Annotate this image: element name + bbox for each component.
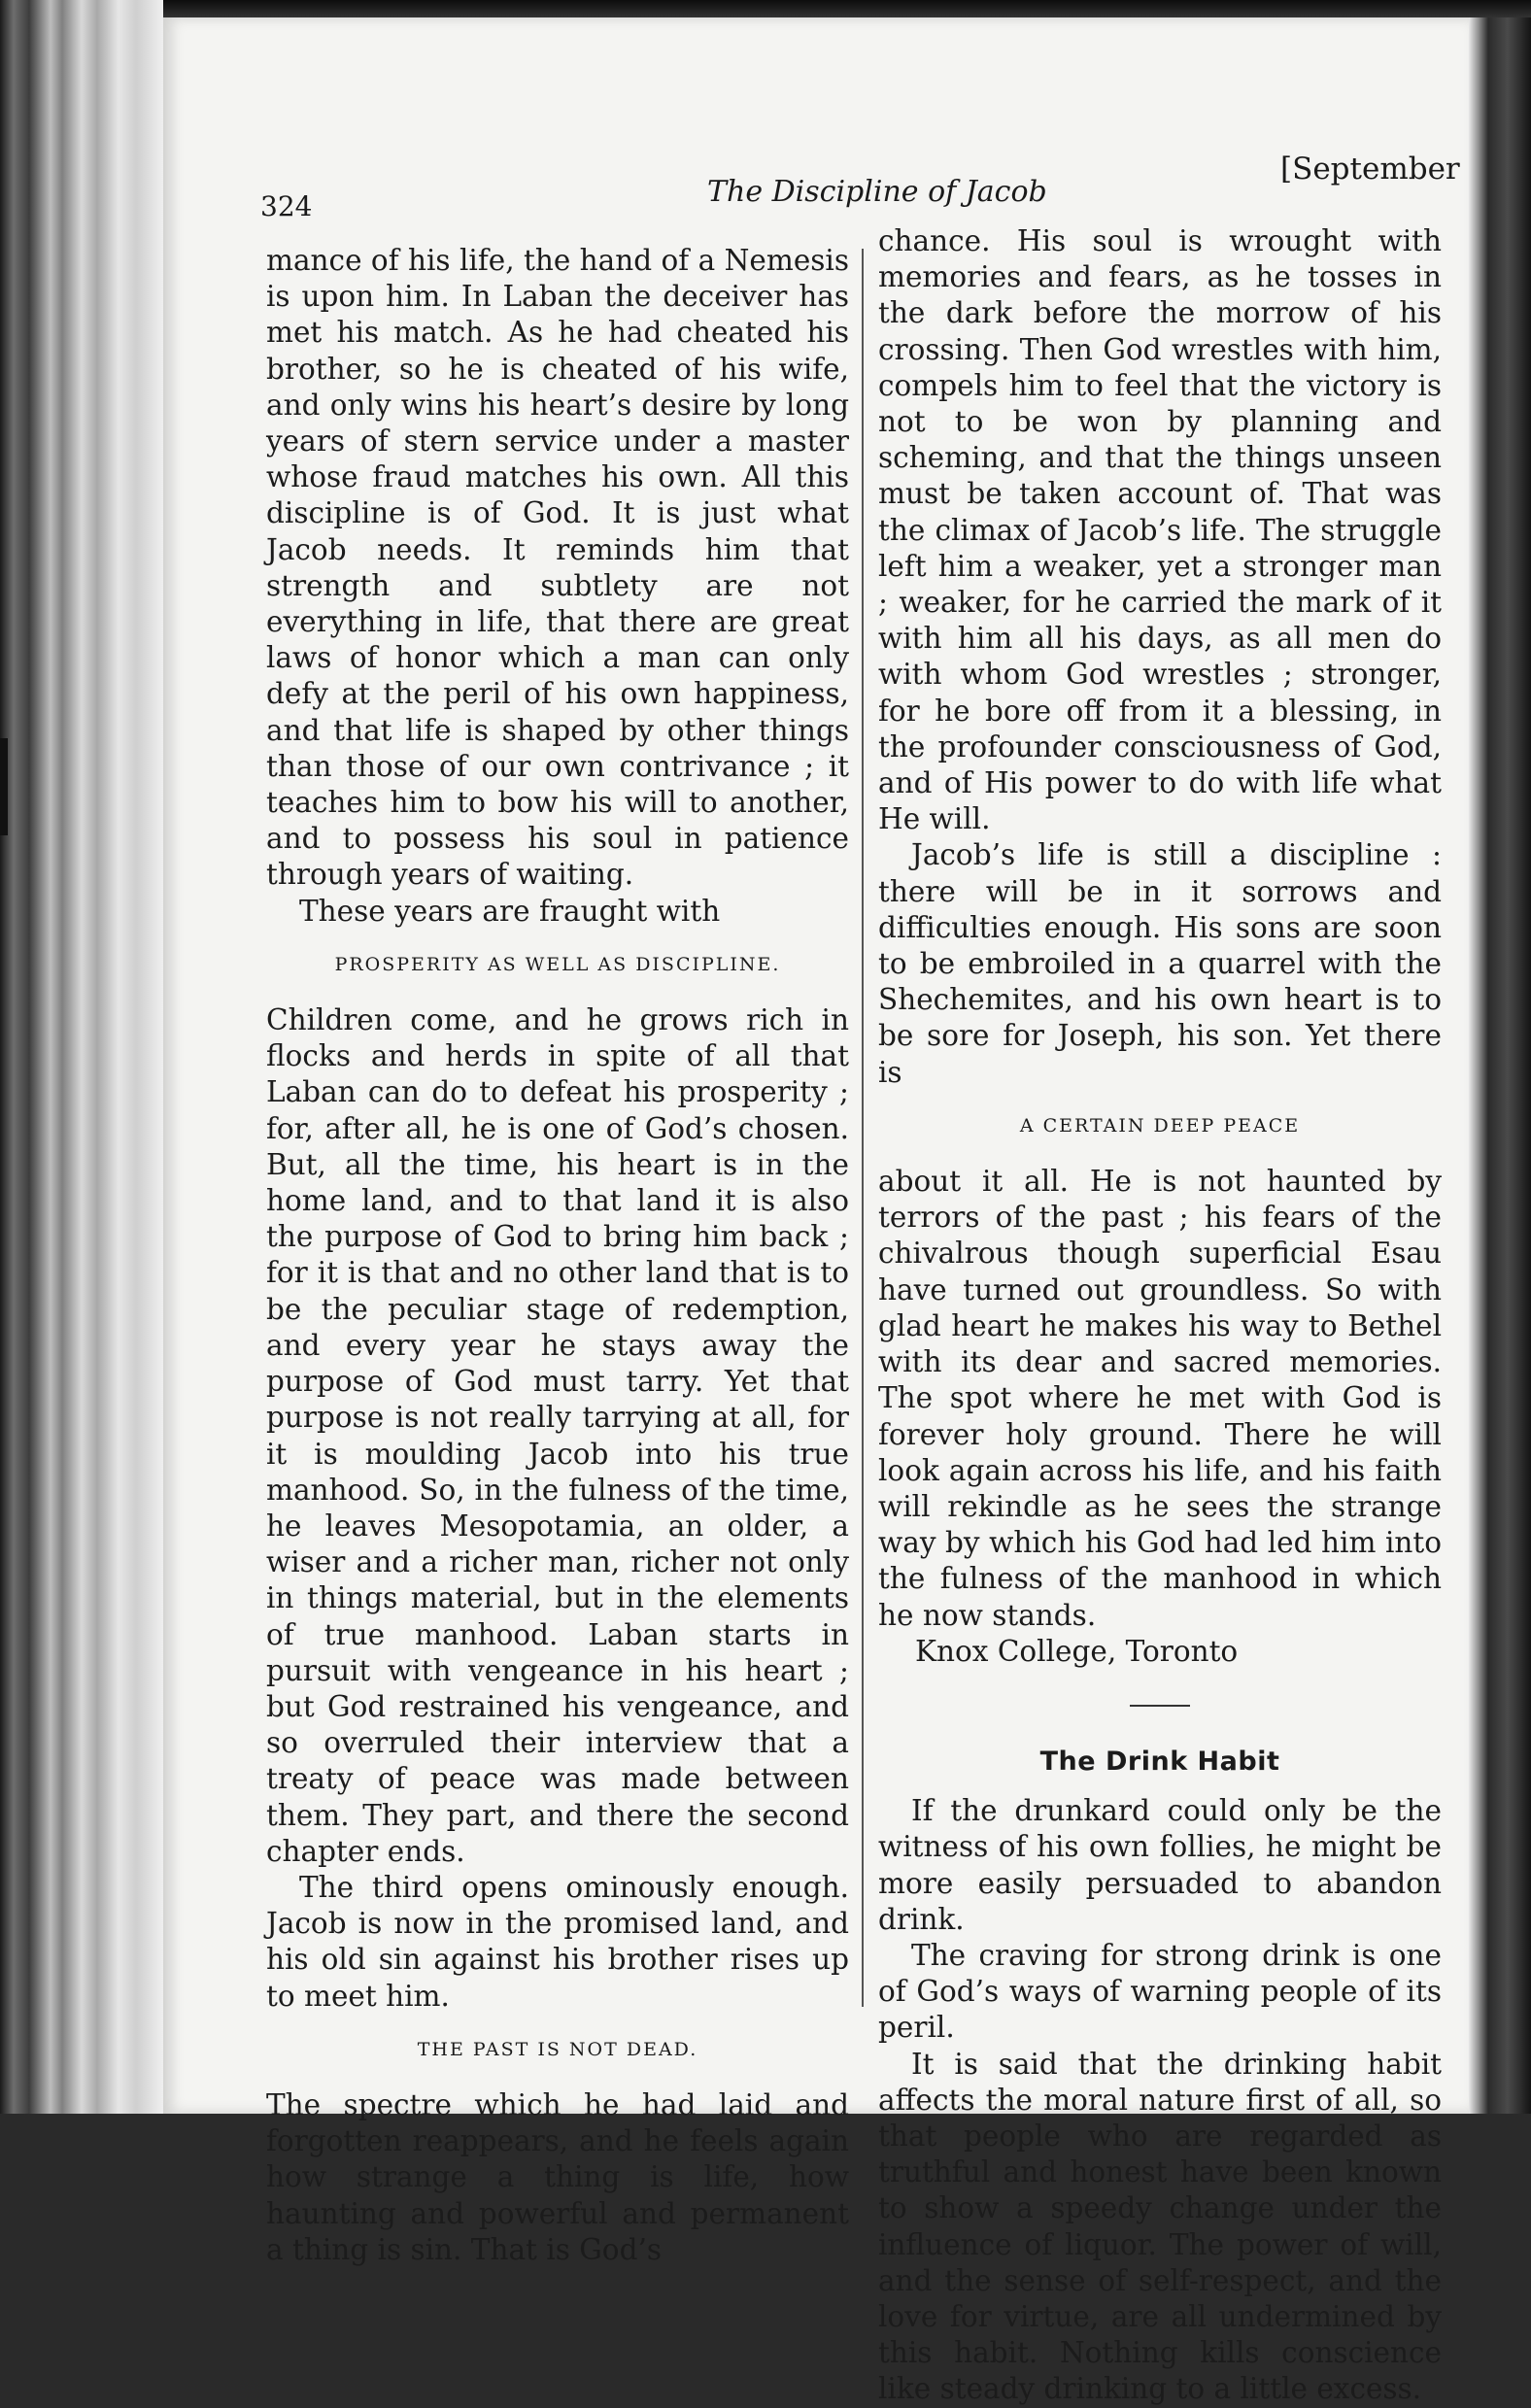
running-title: The Discipline of Jacob (707, 175, 1047, 209)
page-header (163, 17, 1469, 231)
author-signature: Knox College, Toronto (915, 1634, 1239, 1668)
paragraph: The spectre which he had laid and forgotten reappears, and he feels again how strange a thing is life, how haunting and powerful and permanent a thing is sin. That is God’s (266, 2087, 849, 2266)
binding-mark (0, 738, 8, 835)
section-subheading: PROSPERITY AS WELL AS DISCIPLINE. (334, 953, 781, 975)
book-page-edges-left (0, 0, 163, 2114)
paragraph: It is said that the drinking habit affects the moral nature first of all, so that people who are regarded as truthful and honest have been known to show a speedy change under the influence of liquor. The power of will, and the sense of self-respect, and the love for virtue, are all undermined by this habit. Nothing kills conscience like steady drinking to a little excess. (878, 2047, 1442, 2406)
paragraph: The craving for strong drink is one of God’s ways of warning people of its peril. (878, 1938, 1442, 2045)
book-page (163, 17, 1469, 2406)
paragraph: These years are fraught with (299, 894, 721, 928)
article-title: The Drink Habit (1039, 1746, 1280, 1777)
section-rule (1130, 1705, 1190, 1707)
paragraph: Jacob’s life is still a discipline : there will be in it sorrows and difficulties enough. His sons are soon to be embroiled in a quarrel with the Shechemites, and his own heart is to be sore for Joseph, his son. Yet there is (878, 838, 1442, 1089)
left-column (266, 243, 849, 2268)
right-column (878, 223, 1442, 2408)
paragraph: chance. His soul is wrought with memories and fears, as he tosses in the dark before the morrow of his crossing. Then God wrestles with him, compels him to feel that the victory is not to be won by planning and scheming, and that the things unseen must be taken account of. That was the climax of Jacob’s life. The struggle left him a weaker, yet a stronger man ; weaker, for he carried the mark of it with him all his days, as all men do with whom God wrestles ; stronger, for he bore off from it a blessing, in the profounder consciousness of God, and of His power to do with life what He will. (878, 224, 1442, 836)
section-subheading: A CERTAIN DEEP PEACE (1019, 1114, 1301, 1136)
paragraph: about it all. He is not haunted by terrors of the past ; his fears of the chivalrous though superficial Esau have turned out groundless. So with glad heart he makes his way to Bethel with its dear and sacred memories. The spot where he met with God is forever holy ground. There he will look again across his life, and his faith will rekindle as he sees the strange way by which his God had led him into the fulness of the manhood in which he now stands. (878, 1165, 1442, 1632)
page-number: 324 (260, 190, 313, 222)
book-edge-right (1469, 17, 1531, 2114)
paragraph: mance of his life, the hand of a Nemesis is upon him. In Laban the deceiver has met his match. As he had cheated his brother, so he is cheated of his wife, and only wins his heart’s desire by long years of stern service under a master whose fraud matches his own. All this discipline is of God. It is just what Jacob needs. It reminds him that strength and subtlety are not everything in life, that there are great laws of honor which a man can only defy at the peril of his own happiness, and that life is shaped by other things than those of our own contrivance ; it teaches him to bow his will to another, and to possess his soul in patience through years of waiting. (266, 244, 849, 892)
paragraph: Children come, and he grows rich in flocks and herds in spite of all that Laban can do to defeat his prosperity ; for, after all, he is one of God’s chosen. But, all the time, his heart is in the home land, and to that land it is also the purpose of God to bring him back ; for it is that and no other land that is to be the peculiar stage of redemption, and every year he stays away the purpose of God must tarry. Yet that purpose is not really tarrying at all, for it is moulding Jacob into his true manhood. So, in the fulness of the time, he leaves Mesopotamia, an older, a wiser and a richer man, richer not only in things material, but in the elements of true manhood. Laban starts in pursuit with vengeance in his heart ; but God restrained his vengeance, and so overruled their interview that a treaty of peace was made between them. They part, and there the second chapter ends. (266, 1003, 849, 1868)
paragraph: The third opens ominously enough. Jacob is now in the promised land, and his old sin against his brother rises up to meet him. (266, 1870, 849, 2013)
column-divider (862, 249, 864, 2007)
section-subheading: THE PAST IS NOT DEAD. (417, 2038, 698, 2060)
paragraph: If the drunkard could only be the witness of his own follies, he might be more easily persuaded to abandon drink. (878, 1794, 1442, 1936)
running-month: [September (1280, 152, 1460, 187)
